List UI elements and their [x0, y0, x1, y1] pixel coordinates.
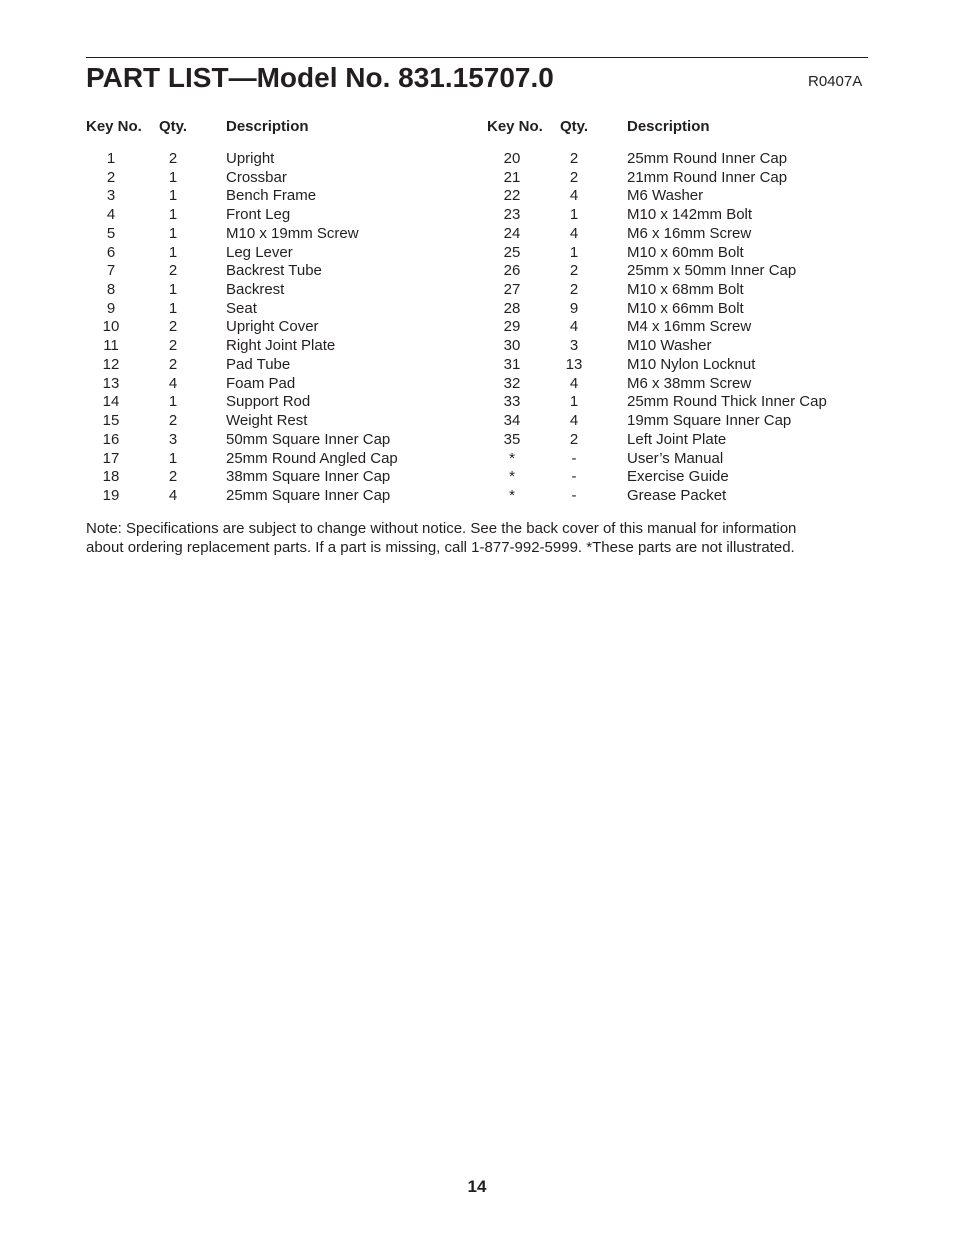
part-key-number: 2 — [106, 168, 116, 186]
part-row — [487, 450, 857, 469]
part-description: Exercise Guide — [627, 468, 729, 486]
part-quantity: 1 — [569, 243, 579, 261]
part-description: 25mm Round Angled Cap — [226, 449, 398, 467]
part-row — [487, 356, 857, 375]
part-key-number: * — [509, 449, 515, 467]
part-row — [86, 431, 466, 450]
part-quantity: - — [571, 486, 577, 504]
page-number: 14 — [467, 1177, 487, 1196]
part-key-number: 25 — [503, 243, 521, 261]
part-row — [86, 225, 466, 244]
part-quantity: 2 — [168, 468, 178, 486]
part-row — [86, 337, 466, 356]
part-row — [86, 468, 466, 487]
part-row — [487, 262, 857, 281]
part-description: 19mm Square Inner Cap — [627, 412, 792, 430]
part-description: M6 x 16mm Screw — [627, 224, 752, 242]
part-key-number: 8 — [106, 281, 116, 299]
part-quantity: 1 — [168, 299, 178, 317]
part-key-number: 6 — [106, 243, 116, 261]
part-key-number: 1 — [106, 150, 116, 167]
part-quantity: 1 — [168, 168, 178, 186]
part-quantity: 4 — [168, 374, 178, 392]
part-quantity: 4 — [569, 374, 579, 392]
header-qty-left: Qty. — [159, 118, 188, 135]
part-key-number: 7 — [106, 262, 116, 280]
part-row — [487, 206, 857, 225]
part-row — [487, 318, 857, 337]
part-row — [487, 169, 857, 188]
part-description: M10 Washer — [627, 337, 712, 355]
part-key-number: 9 — [106, 299, 116, 317]
part-key-number: 11 — [103, 337, 119, 355]
part-key-number: 23 — [503, 206, 521, 224]
part-row — [487, 225, 857, 244]
part-row — [487, 281, 857, 300]
part-row — [86, 412, 466, 431]
part-description: M10 x 66mm Bolt — [627, 299, 744, 317]
part-description: M10 x 60mm Bolt — [627, 243, 744, 261]
part-description: 25mm Square Inner Cap — [226, 486, 391, 504]
part-description: Grease Packet — [627, 486, 727, 504]
part-key-number: 12 — [102, 355, 120, 373]
part-quantity: 2 — [569, 281, 579, 299]
part-quantity: 3 — [569, 337, 579, 355]
part-row — [86, 487, 466, 506]
part-row — [487, 412, 857, 431]
part-description: M10 Nylon Locknut — [627, 355, 756, 373]
part-description: Upright Cover — [226, 318, 319, 336]
part-row — [86, 206, 466, 225]
part-description: Foam Pad — [226, 374, 296, 392]
part-description: 25mm Round Thick Inner Cap — [627, 393, 827, 411]
part-row — [487, 393, 857, 412]
part-key-number: 22 — [503, 187, 521, 205]
page-title: PART LIST—Model No. 831.15707.0 — [86, 62, 554, 93]
header-qty-right: Qty. — [560, 118, 589, 135]
part-row — [487, 244, 857, 263]
part-key-number: 3 — [106, 187, 116, 205]
part-quantity: 2 — [168, 355, 178, 373]
part-quantity: 1 — [168, 243, 178, 261]
part-key-number: 33 — [503, 393, 521, 411]
part-row — [487, 468, 857, 487]
part-key-number: 17 — [102, 449, 120, 467]
part-quantity: 2 — [569, 262, 579, 280]
part-description: Left Joint Plate — [627, 430, 727, 448]
part-description: Pad Tube — [226, 355, 291, 373]
note-line: about ordering replacement parts. If a part is missing, call 1-877-992-5999. *These parts are not illustrated. — [86, 539, 795, 556]
header-description-right: Description — [627, 118, 710, 135]
part-description: Support Rod — [226, 393, 311, 411]
part-description: Backrest — [226, 281, 285, 299]
part-quantity: 1 — [168, 187, 178, 205]
part-row — [487, 187, 857, 206]
part-key-number: 13 — [102, 374, 120, 392]
part-key-number: 26 — [503, 262, 521, 280]
part-description: Backrest Tube — [226, 262, 322, 280]
part-description: Weight Rest — [226, 412, 308, 430]
part-description: M4 x 16mm Screw — [627, 318, 752, 336]
part-key-number: 31 — [503, 355, 521, 373]
part-description: 38mm Square Inner Cap — [226, 468, 391, 486]
document-code: R0407A — [808, 73, 863, 90]
part-quantity: 2 — [168, 337, 178, 355]
part-key-number: 27 — [503, 281, 521, 299]
part-row — [86, 244, 466, 263]
part-row — [487, 375, 857, 394]
part-row — [86, 450, 466, 469]
part-quantity: 3 — [168, 430, 178, 448]
part-quantity: 1 — [569, 206, 579, 224]
part-key-number: 15 — [102, 412, 120, 430]
part-row — [86, 393, 466, 412]
part-quantity: 2 — [168, 412, 178, 430]
part-description: 50mm Square Inner Cap — [226, 430, 391, 448]
part-key-number: 5 — [106, 224, 116, 242]
part-row — [86, 262, 466, 281]
part-key-number: 19 — [102, 486, 120, 504]
header-description-left: Description — [226, 118, 309, 135]
part-quantity: 2 — [168, 150, 178, 167]
part-quantity: 4 — [569, 187, 579, 205]
part-quantity: 1 — [168, 224, 178, 242]
part-quantity: 4 — [168, 486, 178, 504]
part-description: Upright — [226, 150, 275, 167]
part-description: 25mm x 50mm Inner Cap — [627, 262, 797, 280]
part-description: M10 x 142mm Bolt — [627, 206, 753, 224]
part-description: Front Leg — [226, 206, 291, 224]
part-key-number: 4 — [106, 206, 116, 224]
part-key-number: 30 — [503, 337, 521, 355]
part-quantity: 1 — [168, 393, 178, 411]
part-description: Leg Lever — [226, 243, 293, 261]
part-row — [86, 375, 466, 394]
part-quantity: 9 — [569, 299, 579, 317]
part-quantity: 2 — [569, 168, 579, 186]
part-quantity: 2 — [569, 150, 579, 167]
part-description: 21mm Round Inner Cap — [627, 168, 788, 186]
part-key-number: 35 — [503, 430, 521, 448]
part-row — [86, 150, 466, 169]
part-quantity: - — [571, 449, 577, 467]
part-key-number: 28 — [503, 299, 521, 317]
part-description: User’s Manual — [627, 449, 724, 467]
part-row — [487, 431, 857, 450]
header-key-left: Key No. — [86, 118, 142, 135]
part-row — [86, 300, 466, 319]
part-row — [86, 356, 466, 375]
part-key-number: 18 — [102, 468, 120, 486]
part-description: Seat — [226, 299, 257, 317]
part-key-number: 16 — [102, 430, 120, 448]
part-key-number: 10 — [102, 318, 120, 336]
part-row — [487, 300, 857, 319]
part-quantity: 2 — [168, 318, 178, 336]
parts-list-left — [86, 150, 466, 506]
part-description: M6 Washer — [627, 187, 704, 205]
part-quantity: 1 — [168, 206, 178, 224]
part-key-number: 34 — [503, 412, 521, 430]
header-key-right: Key No. — [487, 118, 543, 135]
top-rule — [86, 57, 868, 58]
parts-list-right — [487, 150, 857, 506]
part-row — [86, 187, 466, 206]
part-quantity: 4 — [569, 224, 579, 242]
part-quantity: 4 — [569, 318, 579, 336]
part-key-number: * — [509, 486, 515, 504]
part-key-number: * — [509, 468, 515, 486]
part-description: M10 x 19mm Screw — [226, 224, 359, 242]
part-quantity: 13 — [565, 355, 583, 373]
part-description: M10 x 68mm Bolt — [627, 281, 744, 299]
part-key-number: 14 — [102, 393, 120, 411]
part-quantity: 1 — [569, 393, 579, 411]
part-key-number: 24 — [503, 224, 521, 242]
part-description: Crossbar — [226, 168, 287, 186]
part-quantity: 2 — [168, 262, 178, 280]
part-description: 25mm Round Inner Cap — [627, 150, 788, 167]
part-description: M6 x 38mm Screw — [627, 374, 752, 392]
part-description: Right Joint Plate — [226, 337, 336, 355]
part-row — [487, 337, 857, 356]
part-quantity: 1 — [168, 449, 178, 467]
part-row — [86, 318, 466, 337]
part-description: Bench Frame — [226, 187, 317, 205]
note — [86, 519, 856, 557]
part-key-number: 20 — [503, 150, 521, 167]
note-line: Note: Specifications are subject to change without notice. See the back cover of this manual for information — [86, 520, 797, 537]
part-quantity: 1 — [168, 281, 178, 299]
part-key-number: 21 — [503, 168, 521, 186]
part-row — [86, 169, 466, 188]
part-quantity: 2 — [569, 430, 579, 448]
part-quantity: 4 — [569, 412, 579, 430]
part-row — [487, 487, 857, 506]
part-row — [487, 150, 857, 169]
part-key-number: 32 — [503, 374, 521, 392]
part-quantity: - — [571, 468, 577, 486]
part-row — [86, 281, 466, 300]
part-key-number: 29 — [503, 318, 521, 336]
